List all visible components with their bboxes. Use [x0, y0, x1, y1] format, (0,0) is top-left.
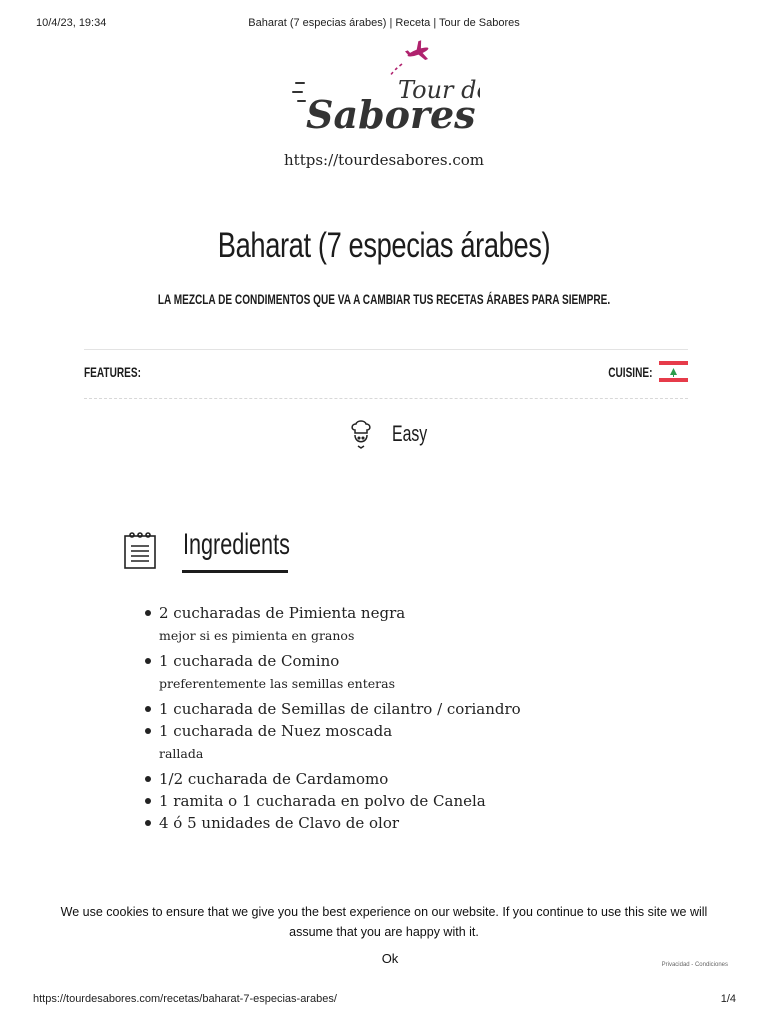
- lebanon-flag-icon[interactable]: [659, 361, 688, 382]
- print-page-number: 1/4: [720, 993, 736, 1005]
- ingredient-item: 1 ramita o 1 cucharada en polvo de Canela: [159, 790, 521, 812]
- ingredients-heading: Ingredients: [183, 528, 290, 561]
- chef-hat-icon: [350, 420, 372, 450]
- cookie-message: We use cookies to ensure that we give you the best experience on our website. If you continue to use this site we will assume that you are happy with it.: [60, 905, 708, 939]
- recipe-subtitle: LA MEZCLA DE CONDIMENTOS QUE VA A CAMBIAR TUS RECETAS ÁRABES PARA SIEMPRE.: [157, 291, 611, 307]
- ingredient-item: 4 ó 5 unidades de Clavo de olor: [159, 812, 521, 834]
- difficulty-label: Easy: [392, 421, 428, 446]
- ingredient-note: mejor si es pimienta en granos: [159, 628, 355, 643]
- cookie-banner: [0, 902, 768, 982]
- ingredient-item: 1 cucharada de Comino: [159, 650, 521, 672]
- site-logo[interactable]: [290, 40, 480, 135]
- ingredient-item: 1 cucharada de Nuez moscada: [159, 720, 521, 742]
- ingredient-list: [159, 602, 521, 834]
- notepad-icon: [123, 530, 157, 570]
- print-page-url: https://tourdesabores.com/recetas/baharat-7-especias-arabes/: [33, 993, 337, 1005]
- print-datetime: 10/4/23, 19:34: [36, 17, 107, 29]
- ingredient-item: 2 cucharadas de Pimienta negra: [159, 602, 521, 624]
- ingredient-note: preferentemente las semillas enteras: [159, 676, 395, 691]
- ingredient-item: 1 cucharada de Semillas de cilantro / coriandro: [159, 700, 521, 718]
- site-url[interactable]: https://tourdesabores.com: [284, 151, 484, 169]
- ingredient-note: rallada: [159, 746, 204, 761]
- print-header: [0, 17, 768, 33]
- logo-line2: Sabores: [306, 92, 476, 135]
- features-label: FEATURES:: [84, 364, 141, 380]
- print-footer: [0, 993, 768, 1009]
- cookie-ok-button[interactable]: Ok: [381, 951, 399, 966]
- recipe-title: Baharat (7 especias árabes): [217, 226, 551, 265]
- cuisine-label: CUISINE:: [607, 364, 652, 380]
- print-document-title: Baharat (7 especias árabes) | Receta | Tour de Sabores: [248, 17, 520, 29]
- ingredients-heading-underline: [182, 570, 288, 573]
- cookie-legal-links[interactable]: Privacidad - Condiciones: [661, 962, 728, 968]
- logo-line1: Tour d: [398, 76, 477, 104]
- ingredients-section-header: [123, 528, 323, 578]
- recipe-meta-bar: [84, 349, 688, 399]
- ingredient-item: 1/2 cucharada de Cardamomo: [159, 768, 521, 790]
